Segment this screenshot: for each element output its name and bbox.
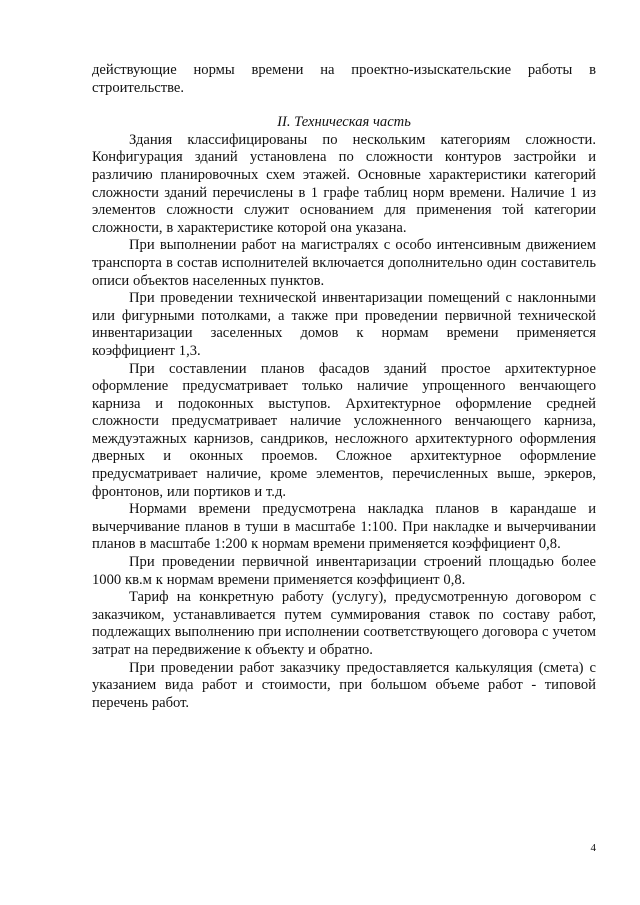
section-title: II. Техническая часть xyxy=(277,114,411,131)
paragraph-plan-scale: Нормами времени предусмотрена накладка планов в карандаше и вычерчивание планов в туши в масштабе 1:100. При накладке и вычерчивании планов в масштабе 1:200 к нормам времени применяется коэффициент 0,8. xyxy=(92,501,596,553)
paragraph-building-categories: Здания классифицированы по нескольким категориям сложности. Конфигурация зданий установлена по сложности контуров застройки и различию планировочных схем этажей. Основные характеристики категорий сложности зданий перечислены в 1 графе таблиц норм времени. Наличие 1 из элементов сложности служит основанием для применения той категории сложности, в характеристике которой она указана. xyxy=(92,131,596,236)
page-number: 4 xyxy=(590,842,596,854)
paragraph-estimate: При проведении работ заказчику предоставляется калькуляция (смета) с указанием вида работ и стоимости, при большом объеме работ - типовой перечень работ. xyxy=(92,659,596,711)
paragraph-tariff: Тариф на конкретную работу (услугу), предусмотренную договором с заказчиком, устанавливается путем суммирования ставок по составу работ, подлежащих выполнению при исполнении соответствующего договора с учетом затрат на передвижение к объекту и обратно. xyxy=(92,589,596,658)
paragraph-large-buildings: При проведении первичной инвентаризации строений площадью более 1000 кв.м к нормам времени применяется коэффициент 0,8. xyxy=(92,554,596,588)
intro-paragraph: действующие нормы времени на проектно-изыскательские работы в строительстве. xyxy=(92,62,596,96)
paragraph-facades: При составлении планов фасадов зданий простое архитектурное оформление предусматривает только наличие упрощенного венчающего карниза и подоконных выступов. Архитектурное оформление средней сложности предусматривает наличие усложненного венчающего карниза, междуэтажных карнизов, сандриков, несложного архитектурного оформления дверных и оконных проемов. Сложное архитектурное оформление предусматривает наличие, кроме элементов, перечисленных выше, эркеров, фронтонов, или портиков и т.д. xyxy=(92,360,596,500)
paragraph-highways: При выполнении работ на магистралях с особо интенсивным движением транспорта в состав исполнителей включается дополнительно один составитель описи объектов населенных пунктов. xyxy=(92,237,596,289)
document-page xyxy=(92,62,596,712)
paragraph-ceilings: При проведении технической инвентаризации помещений с наклонными или фигурными потолками, а также при проведении первичной технической инвентаризации заселенных домов к нормам времени применяется коэффициент 1,3. xyxy=(92,290,596,359)
